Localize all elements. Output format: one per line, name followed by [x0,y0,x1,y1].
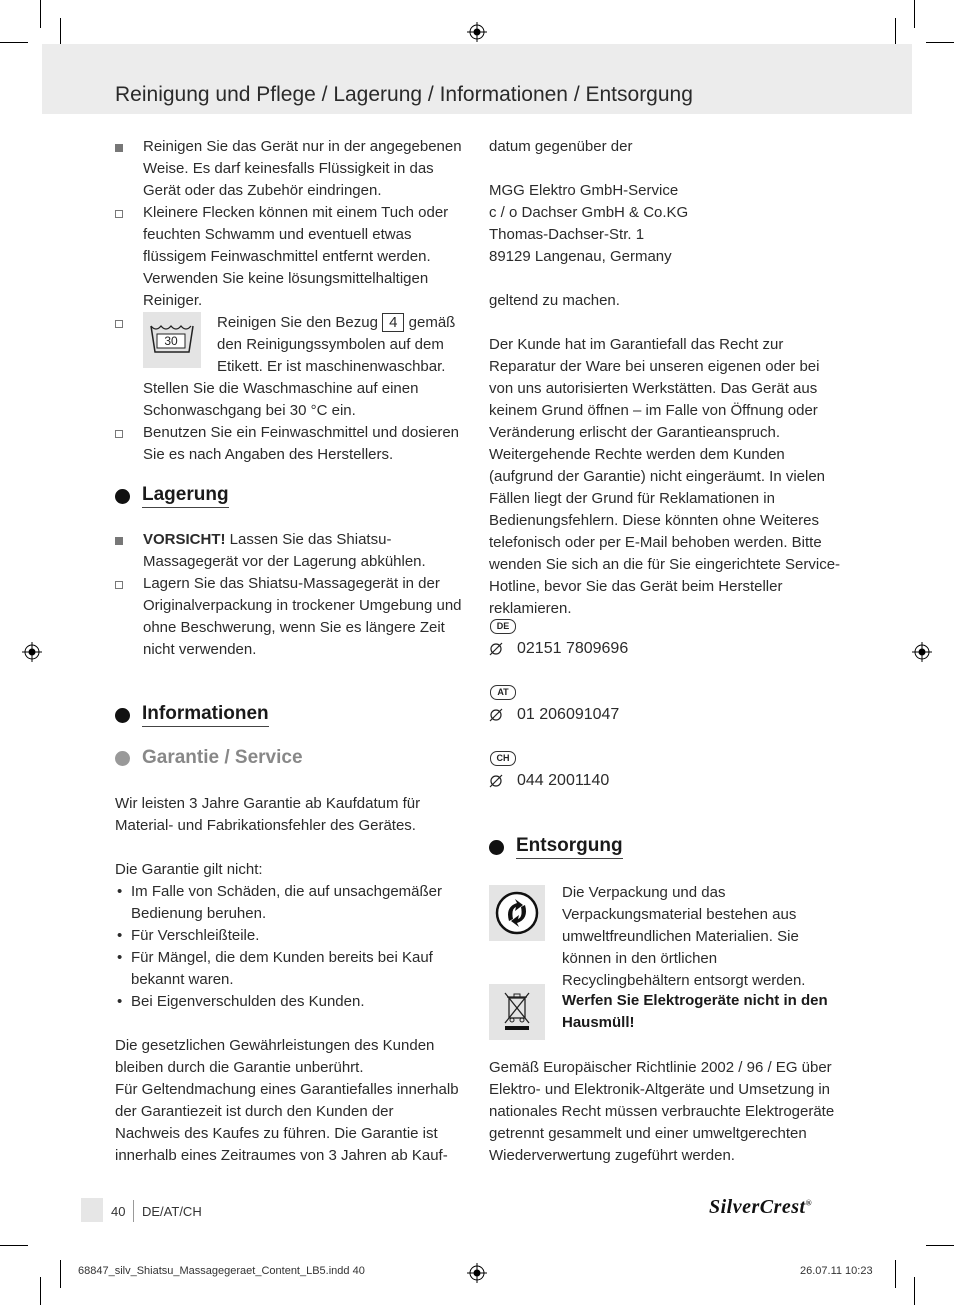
crop-mark [914,1277,915,1305]
bullet-empty-icon [115,320,123,328]
registration-mark-icon [467,22,487,42]
list-item: Reinigen Sie das Gerät nur in der angegebenen Weise. Es darf keinesfalls Flüssigkeit in das Gerät oder das Zubehör eindringen. [115,136,467,202]
wash-30-icon [143,312,201,368]
page-title: Reinigung und Pflege / Lagerung / Informationen / Entsorgung [115,83,693,106]
list-item: Kleinere Flecken können mit einem Tuch oder feuchten Schwamm und eventuell etwas flüssigem Feinwaschmittel entfernt werden. Verwenden Sie keine lösungsmittelhaltigen Reiniger. [115,202,467,312]
crossed-out-bin-icon [489,984,545,1040]
address-line: c / o Dachser GmbH & Co.KG [489,204,689,221]
hotline-ch: 044 2001140 [489,772,609,790]
page-number: 40 [111,1204,126,1219]
crop-mark [895,18,896,46]
crop-mark [0,1245,28,1246]
ref-number: 4 [382,313,404,332]
crop-mark [40,1277,41,1305]
wash-text: Reinigen Sie den Bezug 4 gemäß den Reinigungssymbolen auf dem Etikett. Er ist maschinenwaschbar. [217,314,456,375]
sub-heading-garantie: Garantie / Service [115,747,303,769]
wash-symbol-box [143,312,201,368]
repair-text: Der Kunde hat im Garantiefall das Recht zur Reparatur der Ware bei unseren eigenen oder bei von uns autorisierten Werkstätten. Das Gerät aus keinem Grund öffnen – im Falle von Öffnung oder Veränderung erlischt der Garantieanspruch. Weitergehende Rechte werden dem Kunden (aufgrund der Garantie) nicht eingeräumt. In vielen Fällen liegt der Grund für Reklamationen in Bedienungsfehlern. Diese könnten ohne Weiteres telefonisch oder per E-Mail behoben werden. Bitte wenden Sie sich an die für Sie eingerichtete Service-Hotline, bevor Sie das Gerät beim Hersteller reklamieren. [489,336,841,617]
green-dot-recycle-icon [489,885,545,941]
address-line: Thomas-Dachser-Str. 1 [489,226,645,243]
cont-text: datum gegenüber der [489,138,633,155]
phone-icon [489,708,503,722]
page-number-box [81,1198,103,1222]
garantie-p3: Die gesetzlichen Gewährleistungen des Kunden bleiben durch die Garantie unberührt. [115,1037,435,1076]
registration-mark-icon [467,1263,487,1283]
garantie-p1: Wir leisten 3 Jahre Garantie ab Kaufdatum für Material- und Fabrikationsfehler des Gerätes. [115,795,421,834]
garantie-section [115,793,460,1167]
cleaning-list-2 [115,422,467,466]
service-section [489,136,841,620]
recycle-icon-box [489,885,545,941]
hotline-de: 02151 7809696 [489,640,628,658]
list-item: • Bei Eigenverschulden des Kunden. [115,991,460,1013]
country-badge-ch: CH [490,751,516,766]
packaging-text: Die Verpackung und das Verpackungsmaterial bestehen aus umweltfreundlichen Materialien. Sie können in den örtlichen Recyclingbehältern entsorgt werden. [562,884,806,989]
lagerung-list [115,529,467,661]
bullet-empty-icon [115,581,123,589]
geltend-text: geltend zu machen. [489,292,620,309]
list-item: • Für Mängel, die dem Kunden bereits bei Kauf bekannt waren. [115,947,460,991]
service-address [489,180,841,268]
lagerung-section [115,529,467,661]
weee-icon-box [489,984,545,1040]
section-heading-informationen: Informationen [115,703,269,727]
section-heading-entsorgung: Entsorgung [489,835,623,859]
crop-mark [914,0,915,28]
heading-dot-icon [115,708,130,723]
section-heading-lagerung: Lagerung [115,484,229,508]
bullet-empty-icon [115,210,123,218]
crop-mark [895,1260,896,1288]
registration-mark-icon [22,642,42,662]
crop-mark [60,18,61,46]
bullet-empty-icon [115,430,123,438]
hotline-at: 01 206091047 [489,706,619,724]
crop-mark [926,42,954,43]
list-item: • Für Verschleißteile. [115,925,460,947]
wash-item [115,312,467,422]
bullet-filled-icon [115,144,123,152]
address-line: 89129 Langenau, Germany [489,248,672,265]
file-date: 26.07.11 10:23 [800,1265,873,1277]
registration-mark-icon [912,642,932,662]
address-line: MGG Elektro GmbH-Service [489,182,679,199]
list-item: Benutzen Sie ein Feinwaschmittel und dosieren Sie es nach Angaben des Herstellers. [115,422,467,466]
phone-icon [489,642,503,656]
footer-separator [133,1200,134,1222]
exclusion-list [115,881,460,1013]
crop-mark [40,0,41,28]
list-item: VORSICHT! Lassen Sie das Shiatsu-Massagegerät vor der Lagerung abkühlen. [115,529,467,573]
country-badge-de: DE [490,619,516,634]
wash-text-cont: Stellen Sie die Waschmaschine auf einen Schonwaschgang bei 30 °C ein. [143,380,419,419]
heading-dot-icon [115,489,130,504]
directive-text: Gemäß Europäischer Richtlinie 2002 / 96 / EG über Elektro- und Elektronik-Altgeräte und Umsetzung in nationales Recht müssen verbrauchte Elektrogeräte getrennt gesammelt und einer umweltgerechten Wiederverwertung zugeführt werden. [489,1059,835,1164]
garantie-p4: Für Geltendmachung eines Garantiefalles innerhalb der Garantiezeit ist durch den Kunden der Nachweis des Kaufes zu führen. Die Garantie ist innerhalb eines Zeitraumes von 3 Jahren ab Kauf- [115,1081,459,1164]
crop-mark [0,42,28,43]
file-info: 68847_silv_Shiatsu_Massagegeraet_Content_LB5.indd 40 [78,1265,365,1277]
crop-mark [926,1245,954,1246]
bullet-filled-icon [115,537,123,545]
list-item: • Im Falle von Schäden, die auf unsachgemäßer Bedienung beruhen. [115,881,460,925]
cleaning-list [115,136,467,312]
heading-dot-icon [115,751,130,766]
phone-icon [489,774,503,788]
country-badge-at: AT [490,685,516,700]
heading-dot-icon [489,840,504,855]
cleaning-section [115,136,467,466]
footer-countries: DE/AT/CH [142,1204,202,1219]
svg-text:30: 30 [164,334,178,348]
crop-mark [60,1260,61,1288]
garantie-p2-intro: Die Garantie gilt nicht: [115,861,263,878]
weee-warning: Werfen Sie Elektrogeräte nicht in den Hausmüll! [562,992,828,1031]
brand-logo: SilverCrest® [709,1196,813,1218]
list-item: Lagern Sie das Shiatsu-Massagegerät in der Originalverpackung in trockener Umgebung und ohne Beschwerung, wenn Sie es längere Zeit nicht verwenden. [115,573,467,661]
